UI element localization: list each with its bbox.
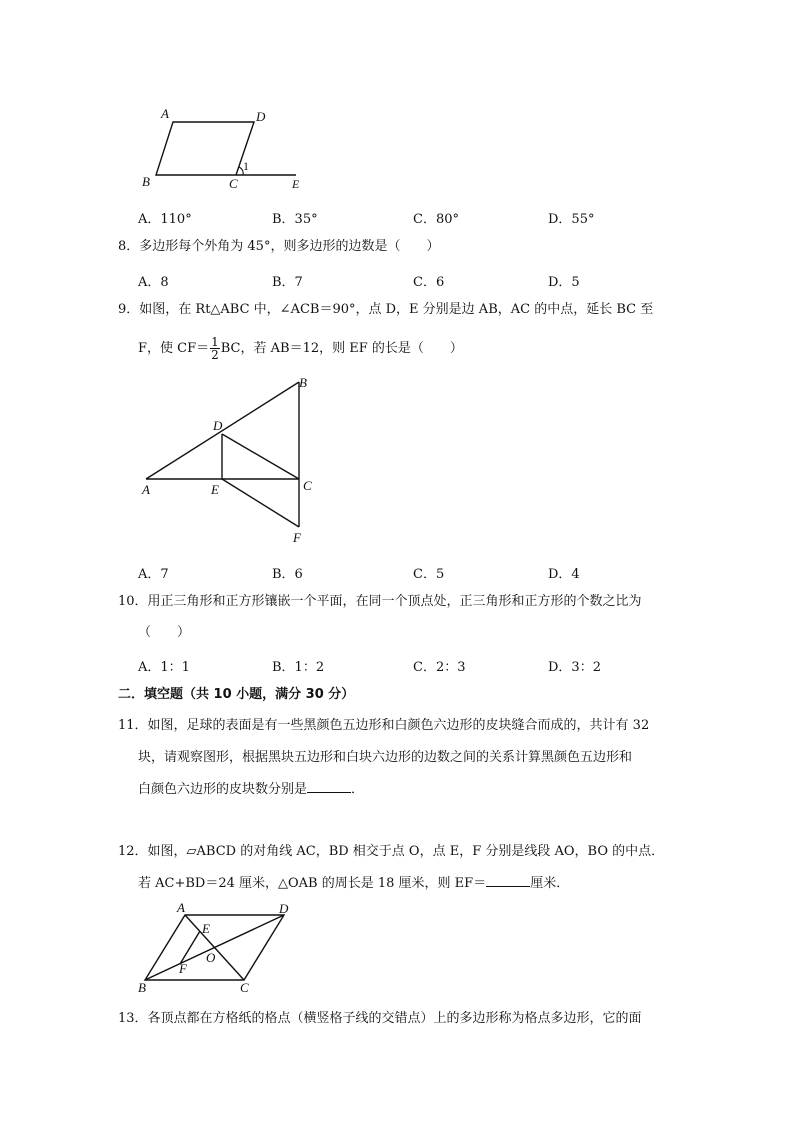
q9-figure xyxy=(136,372,336,552)
q9-option-c: C．5 xyxy=(413,567,445,582)
q12-label-A: A xyxy=(177,900,185,915)
q7-label-D: D xyxy=(256,109,266,124)
q10-option-c: C．2：3 xyxy=(413,660,466,675)
q12-line2-text: 若 AC+BD＝24 厘米，△OAB 的周长是 18 厘米，则 EF＝ xyxy=(138,876,487,891)
q9-label-D: D xyxy=(213,418,223,433)
q8-option-b: B．7 xyxy=(272,275,303,290)
q7-label-C: C xyxy=(229,176,238,191)
q8-option-a: A．8 xyxy=(138,275,169,290)
q12-figure xyxy=(134,900,314,995)
q11-line3-end: ． xyxy=(351,782,365,797)
q10-line1: 10．用正三角形和正方形镶嵌一个平面，在同一个顶点处，正三角形和正方形的个数之比为 xyxy=(118,594,642,609)
q12-label-B: B xyxy=(138,980,146,995)
q9-fraction xyxy=(210,336,220,361)
q9-option-b: B．6 xyxy=(272,567,303,582)
q7-label-E: E xyxy=(292,177,300,191)
q9-fraction-denominator: 2 xyxy=(211,348,219,362)
q10-option-d: D．3：2 xyxy=(548,660,601,675)
q7-option-b: B．35° xyxy=(272,212,318,227)
q7-label-B: B xyxy=(142,174,150,189)
q9-label-A: A xyxy=(142,482,150,497)
q9-line2-pre: F，使 CF＝ xyxy=(138,341,210,356)
q12-line2 xyxy=(138,874,569,893)
q12-label-O: O xyxy=(206,950,216,965)
q7-label-A: A xyxy=(161,106,169,121)
q9-segment-DC xyxy=(222,434,299,479)
q12-label-C: C xyxy=(240,980,249,995)
q12-answer-blank[interactable] xyxy=(486,874,530,887)
q9-label-C: C xyxy=(303,478,312,493)
q12-line2-end: 厘米． xyxy=(530,876,570,891)
q13-line1: 13．各顶点都在方格纸的格点（横竖格子线的交错点）上的多边形称为格点多边形，它的面 xyxy=(118,1011,642,1026)
q12-line1: 12．如图，▱ABCD 的对角线 AC，BD 相交于点 O，点 E，F 分别是线段 AO，BO 的中点． xyxy=(118,844,665,859)
section-2-title: 二．填空题（共 10 小题，满分 30 分） xyxy=(118,687,355,702)
q9-label-E: E xyxy=(211,482,219,497)
q12-label-D: D xyxy=(279,901,289,916)
q11-line3-text: 白颜色六边形的皮块数分别是 xyxy=(138,782,308,797)
q11-answer-blank[interactable] xyxy=(307,780,351,793)
q12-label-E: E xyxy=(202,921,210,936)
q9-line2-post: BC，若 AB＝12，则 EF 的长是（ ） xyxy=(220,341,463,356)
q11-line3 xyxy=(138,780,364,799)
q9-label-F: F xyxy=(293,530,301,545)
q10-option-b: B．1：2 xyxy=(272,660,325,675)
q7-figure xyxy=(136,100,316,195)
q7-option-d: D．55° xyxy=(548,212,595,227)
q9-option-d: D．4 xyxy=(548,567,580,582)
q9-option-a: A．7 xyxy=(138,567,169,582)
q12-label-F: F xyxy=(179,961,187,976)
q11-line1: 11．如图，足球的表面是有一些黑颜色五边形和白颜色六边形的皮块缝合而成的，共计有 32 xyxy=(118,718,650,733)
q10-option-a: A．1：1 xyxy=(138,660,190,675)
q9-label-B: B xyxy=(299,375,307,390)
q10-line2: （ ） xyxy=(138,625,191,640)
q7-option-a: A．110° xyxy=(138,212,192,227)
q7-label-angle: 1 xyxy=(243,159,249,173)
q8-text: 8．多边形每个外角为 45°，则多边形的边数是（ ） xyxy=(118,239,440,254)
q9-line1: 9．如图，在 Rt△ABC 中，∠ACB＝90°，点 D，E 分别是边 AB，AC 的中点，延长 BC 至 xyxy=(118,302,654,317)
q9-fraction-numerator: 1 xyxy=(211,335,219,349)
q7-option-c: C．80° xyxy=(413,212,459,227)
q12-diagonal-BD xyxy=(145,915,284,980)
q9-segment-EF xyxy=(222,479,299,527)
q9-line2 xyxy=(138,336,463,361)
q11-line2: 块，请观察图形，根据黑块五边形和白块六边形的边数之间的关系计算黑颜色五边形和 xyxy=(138,750,633,765)
q8-option-d: D．5 xyxy=(548,275,580,290)
q8-option-c: C．6 xyxy=(413,275,445,290)
